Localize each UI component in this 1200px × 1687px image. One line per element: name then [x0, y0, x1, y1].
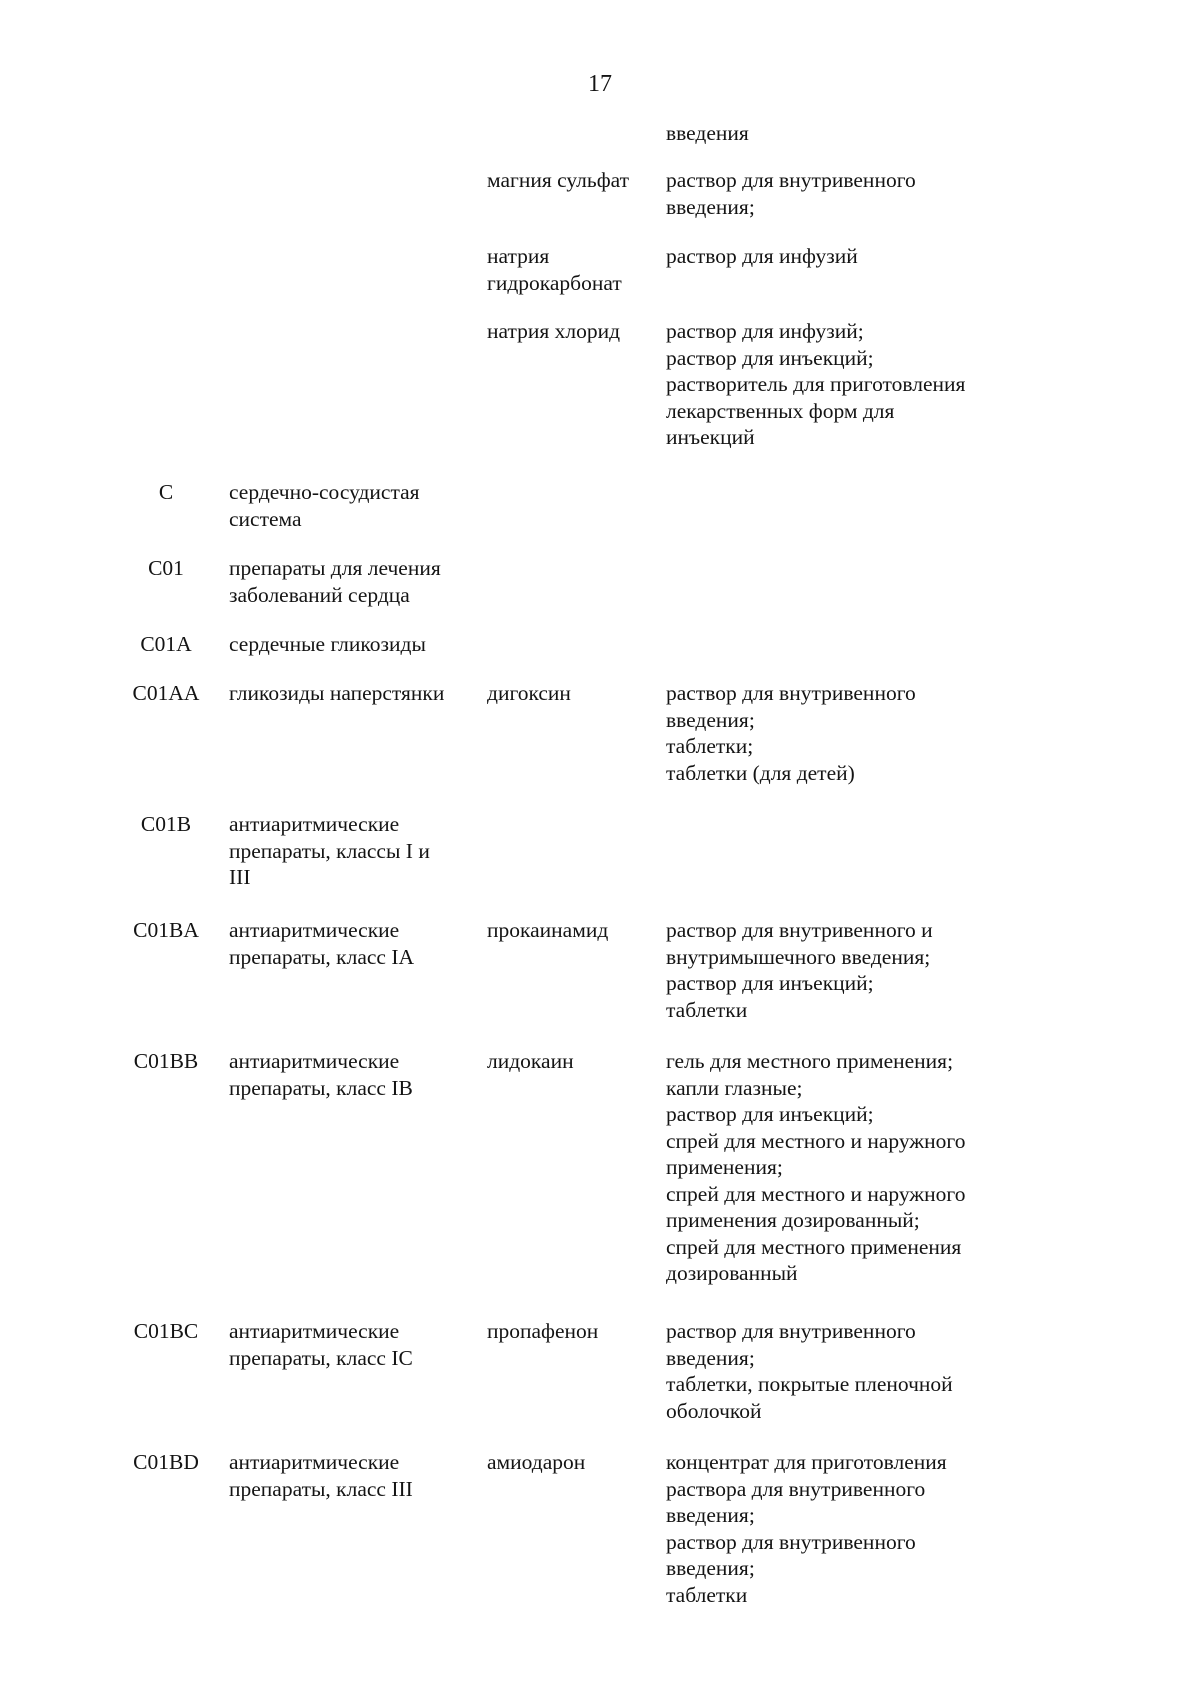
atc-code: C01BB: [133, 1049, 199, 1073]
drug-name: натрия гидрокарбонат: [487, 244, 622, 295]
atc-code: C01: [148, 556, 184, 580]
atc-code: C01BC: [133, 1319, 199, 1343]
dosage-form: введения: [666, 121, 749, 145]
dosage-form: раствор для внутривенного введения;: [666, 168, 916, 219]
group-name: антиаритмические препараты, класс III: [229, 1450, 413, 1501]
atc-code: C01AA: [132, 681, 200, 705]
dosage-form: раствор для внутривенного и внутримышечного введения; раствор для инъекций; таблетки: [666, 918, 933, 1022]
drug-name: дигоксин: [487, 681, 571, 705]
drug-name: магния сульфат: [487, 168, 630, 192]
atc-code: C01B: [140, 812, 192, 836]
group-name: антиаритмические препараты, класс IA: [229, 918, 415, 969]
group-name: антиаритмические препараты, класс IB: [229, 1049, 413, 1100]
dosage-form: раствор для инфузий; раствор для инъекций; растворитель для приготовления лекарственных форм для инъекций: [666, 319, 966, 449]
atc-code: C01BD: [133, 1450, 199, 1474]
atc-code: C: [158, 480, 174, 504]
group-name: антиаритмические препараты, класс IC: [229, 1319, 413, 1370]
drug-name: пропафенон: [487, 1319, 599, 1343]
dosage-form: раствор для внутривенного введения; таблетки, покрытые пленочной оболочкой: [666, 1319, 953, 1423]
atc-code: C01A: [140, 632, 192, 656]
dosage-form: гель для местного применения; капли глазные; раствор для инъекций; спрей для местного и наружного применения; спрей для местного и наружного применения дозированный; спрей для местного применения дозированный: [666, 1049, 966, 1285]
group-name: сердечные гликозиды: [229, 632, 426, 656]
group-name: гликозиды наперстянки: [229, 681, 445, 705]
drug-name: прокаинамид: [487, 918, 609, 942]
drug-name: амиодарон: [487, 1450, 586, 1474]
dosage-form: раствор для внутривенного введения; таблетки; таблетки (для детей): [666, 681, 916, 785]
atc-code: C01BA: [133, 918, 199, 942]
group-name: сердечно-сосудистая система: [229, 480, 420, 531]
drug-name: лидокаин: [487, 1049, 574, 1073]
drug-name: натрия хлорид: [487, 319, 621, 343]
page-number: 17: [588, 71, 612, 97]
dosage-form: раствор для инфузий: [666, 244, 858, 268]
group-name: антиаритмические препараты, классы I и III: [229, 812, 430, 889]
dosage-form: концентрат для приготовления раствора для внутривенного введения; раствор для внутривенного введения; таблетки: [666, 1450, 947, 1607]
group-name: препараты для лечения заболеваний сердца: [229, 556, 441, 607]
